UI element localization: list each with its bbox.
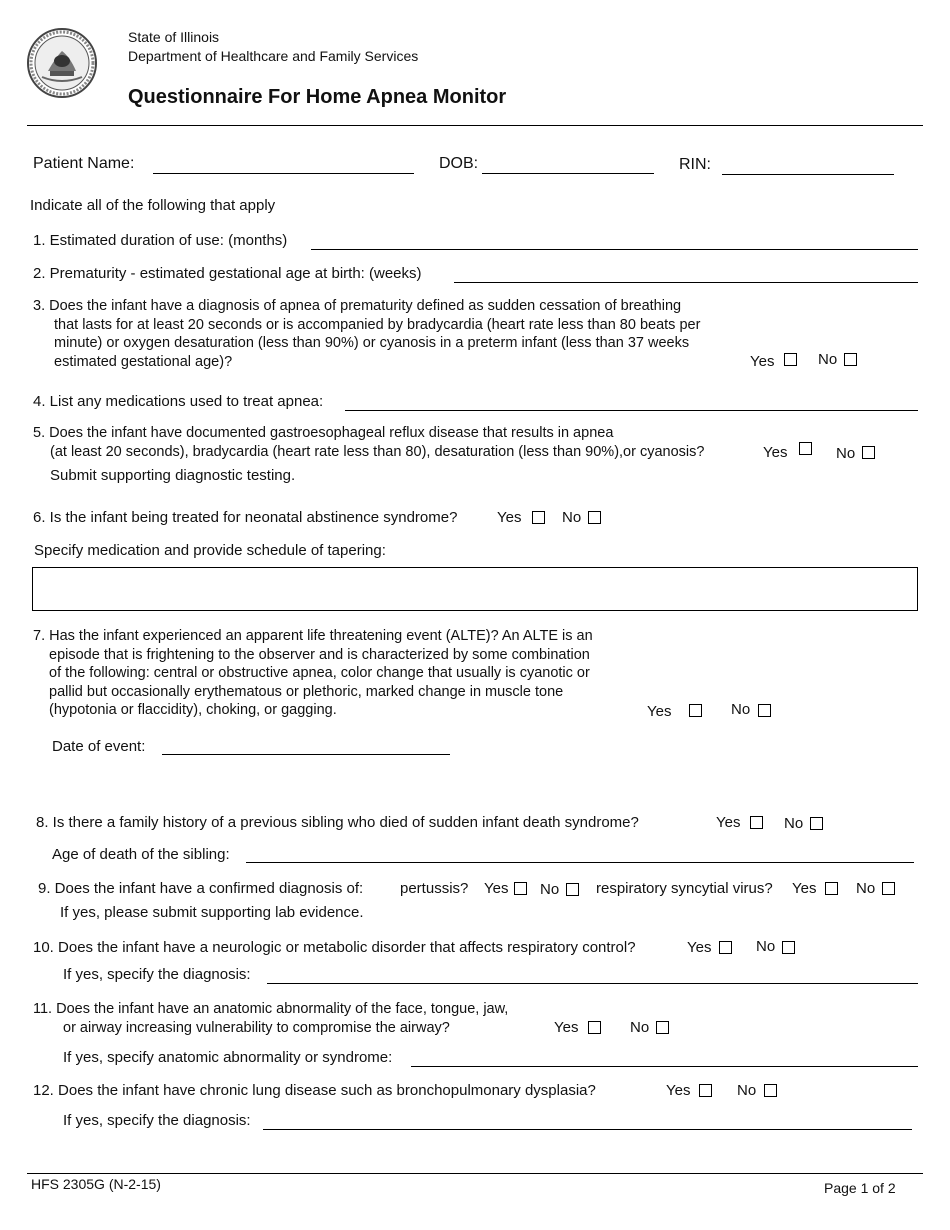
q10-yes-label: Yes — [687, 939, 712, 956]
q5-no-label: No — [836, 445, 856, 462]
q10-text: 10. Does the infant have a neurologic or metabolic disorder that affects respiratory control? — [33, 939, 636, 956]
footer-divider — [27, 1173, 923, 1174]
q11-specify-label: If yes, specify anatomic abnormality or syndrome: — [63, 1049, 393, 1066]
q10-no-checkbox[interactable] — [782, 941, 795, 954]
q5-yes-checkbox[interactable] — [799, 442, 812, 455]
q7-no-checkbox[interactable] — [758, 704, 771, 717]
q8-text: 8. Is there a family history of a previous sibling who died of sudden infant death syndrome? — [36, 814, 639, 831]
department-name: Department of Healthcare and Family Services — [128, 48, 419, 64]
q9-rsv-yes-label: Yes — [792, 880, 817, 897]
state-name: State of Illinois — [128, 29, 220, 45]
q7-yes-checkbox[interactable] — [689, 704, 702, 717]
header-divider — [27, 125, 923, 126]
q1-field[interactable] — [311, 249, 918, 250]
instructions-text: Indicate all of the following that apply — [30, 197, 276, 214]
q5-text: 5. Does the infant have documented gastroesophageal reflux disease that results in apnea (at least 20 seconds), bradycardia (heart rate less than 80), desaturation (less than 90%),or cyanosis? — [33, 425, 705, 460]
q11-yes-label: Yes — [554, 1019, 579, 1036]
q8-no-checkbox[interactable] — [810, 817, 823, 830]
page-number: Page 1 of 2 — [824, 1180, 896, 1196]
q7-date-field[interactable] — [162, 754, 450, 755]
q9-rsv-no-checkbox[interactable] — [882, 882, 895, 895]
q9-rsv-yes-checkbox[interactable] — [825, 882, 838, 895]
patient-name-label: Patient Name: — [33, 155, 135, 172]
q9-pertussis-yes-checkbox[interactable] — [514, 882, 527, 895]
q7-no-label: No — [731, 701, 751, 718]
q11-no-label: No — [630, 1019, 650, 1036]
q3-yes-label: Yes — [750, 353, 775, 370]
q3-text: 3. Does the infant have a diagnosis of apnea of prematurity defined as sudden cessation of breathing that lasts for at least 20 seconds or is accompanied by bradycardia (heart rate less than 80 beats per minute) or oxygen desaturation (less than 90%) or cyanosis in a preterm infant (less than 37 weeks estimated gestational age)? — [33, 298, 701, 370]
q6-text: 6. Is the infant being treated for neonatal abstinence syndrome? — [33, 509, 458, 526]
q3-no-checkbox[interactable] — [844, 353, 857, 366]
q8-no-label: No — [784, 815, 804, 832]
q9-text: 9. Does the infant have a confirmed diagnosis of: — [38, 880, 364, 897]
q2-field[interactable] — [454, 282, 918, 283]
q8-age-field[interactable] — [246, 862, 914, 863]
q11-no-checkbox[interactable] — [656, 1021, 669, 1034]
q12-specify-label: If yes, specify the diagnosis: — [63, 1112, 251, 1129]
form-id: HFS 2305G (N-2-15) — [31, 1176, 161, 1192]
state-seal-logo — [26, 27, 98, 99]
q9-pertussis-yes-label: Yes — [484, 880, 509, 897]
q10-no-label: No — [756, 938, 776, 955]
q4-field[interactable] — [345, 410, 918, 411]
q5-note: Submit supporting diagnostic testing. — [50, 467, 296, 484]
q6-medication-textbox[interactable] — [32, 567, 918, 611]
q11-text: 11. Does the infant have an anatomic abnormality of the face, tongue, jaw, or airway increasing vulnerability to compromise the airway? — [33, 1001, 509, 1036]
q4-text: 4. List any medications used to treat apnea: — [33, 393, 324, 410]
q1-text: 1. Estimated duration of use: (months) — [33, 232, 288, 249]
q3-no-label: No — [818, 351, 838, 368]
q12-no-checkbox[interactable] — [764, 1084, 777, 1097]
q12-text: 12. Does the infant have chronic lung disease such as bronchopulmonary dysplasia? — [33, 1082, 596, 1099]
dob-field[interactable] — [482, 173, 654, 174]
q9-pertussis-label: pertussis? — [400, 880, 469, 897]
q8-yes-checkbox[interactable] — [750, 816, 763, 829]
q12-specify-field[interactable] — [263, 1129, 912, 1130]
q6-specify-label: Specify medication and provide schedule of tapering: — [34, 542, 386, 559]
q9-rsv-label: respiratory syncytial virus? — [596, 880, 773, 897]
rin-label: RIN: — [679, 156, 711, 173]
q5-no-checkbox[interactable] — [862, 446, 875, 459]
q7-text: 7. Has the infant experienced an apparent life threatening event (ALTE)? An ALTE is an episode that is frightening to the observer and is characterized by some combination of the following: central or obstructive apnea, color change that usually is cyanotic or pallid but occasionally erythematous or plethoric, marked change in muscle tone (hypotonia or flaccidity), choking, or gagging. — [33, 628, 593, 718]
q8-age-label: Age of death of the sibling: — [52, 846, 230, 863]
q12-no-label: No — [737, 1082, 757, 1099]
q3-yes-checkbox[interactable] — [784, 353, 797, 366]
q10-specify-field[interactable] — [267, 983, 918, 984]
q12-yes-label: Yes — [666, 1082, 691, 1099]
dob-label: DOB: — [439, 155, 479, 172]
rin-field[interactable] — [722, 174, 894, 175]
q12-yes-checkbox[interactable] — [699, 1084, 712, 1097]
page-title: Questionnaire For Home Apnea Monitor — [128, 86, 507, 108]
q6-no-checkbox[interactable] — [588, 511, 601, 524]
q9-note: If yes, please submit supporting lab evidence. — [60, 904, 364, 921]
q9-pertussis-no-label: No — [540, 881, 560, 898]
q9-rsv-no-label: No — [856, 880, 876, 897]
q6-yes-label: Yes — [497, 509, 522, 526]
q8-yes-label: Yes — [716, 814, 741, 831]
q9-pertussis-no-checkbox[interactable] — [566, 883, 579, 896]
q6-yes-checkbox[interactable] — [532, 511, 545, 524]
q5-yes-label: Yes — [763, 444, 788, 461]
q10-yes-checkbox[interactable] — [719, 941, 732, 954]
q11-yes-checkbox[interactable] — [588, 1021, 601, 1034]
patient-name-field[interactable] — [153, 173, 414, 174]
q2-text: 2. Prematurity - estimated gestational age at birth: (weeks) — [33, 265, 422, 282]
q7-yes-label: Yes — [647, 703, 672, 720]
q10-specify-label: If yes, specify the diagnosis: — [63, 966, 251, 983]
q11-specify-field[interactable] — [411, 1066, 918, 1067]
q6-no-label: No — [562, 509, 582, 526]
q7-date-label: Date of event: — [52, 738, 146, 755]
